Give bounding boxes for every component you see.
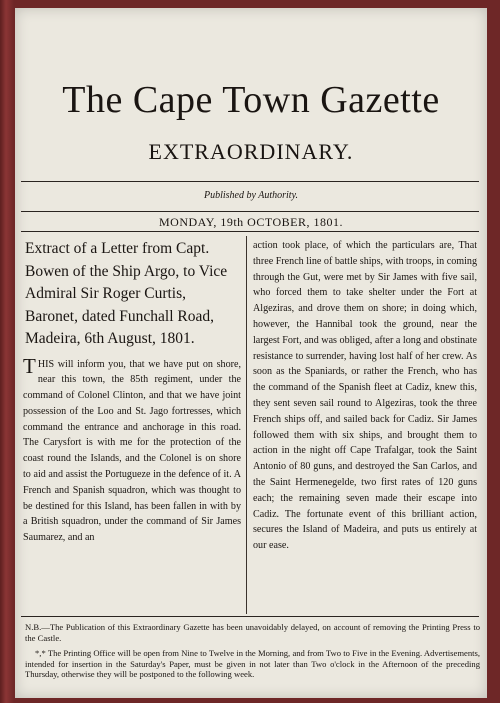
drop-cap: T bbox=[23, 353, 36, 378]
article-body-left-text: HIS will inform you, that we have put on shore, near this town, the 85th regiment, under the command of Colonel Clinton, and that we have joint possession of the Loo and St. Jago fortresses, which command the entrance and anchorage in this road. The Carysfort is with me for the protection of the coast round the Islands, and the Colonel is on shore to aid and assist the Portugueze in the defence of it. A French and Spanish squadron, which was thought to be destined for this Island, has been fallen in with by a British squadron, under the command of Sir James Saumarez, and an bbox=[23, 358, 241, 544]
article-body-left bbox=[23, 353, 241, 547]
column-divider bbox=[246, 236, 247, 614]
authority-line: Published by Authority. bbox=[204, 190, 298, 201]
article-column-left bbox=[23, 238, 241, 614]
gazette-title: The Cape Town Gazette bbox=[62, 79, 440, 121]
article-column-right bbox=[253, 238, 477, 618]
top-rule bbox=[21, 181, 479, 182]
footer-rule bbox=[21, 616, 479, 617]
gazette-page bbox=[15, 8, 487, 698]
dateline: MONDAY, 19th OCTOBER, 1801. bbox=[159, 215, 343, 229]
article-body-right: action took place, of which the particulars are, That three French line of battle ships, with troops, in coming through the Gut, were met by Sir James with five sail, who forced them to take shelter under the Fort at Algeziras, and drove them on shore; in doing which, however, the Hannibal took the ground, near the largest Fort, and was obliged, after a long and obstinate resistance to surrender, having lost half of her crew. As soon as the Spaniards, or rather the French, who has the command of the Spanish fleet at Cadiz, knew this, they sent seven sail round to Algeziras, took the three French ships off, and sailed back for Cadiz. Sir James followed them with six ships, and brought them to action in the night off Cape Trafalgar, took the Saint Antonio of 80 guns, and destroyed the San Carlos, and the Saint Hermenegelde, two first rates of 120 guns each; the remaining seven made their escape into Cadiz. The fortunate event of this brilliant action, secures the Island of Madeira, and puts us entirely at our ease. bbox=[253, 240, 477, 552]
dateline-rule-bottom bbox=[21, 231, 479, 232]
nb-note: N.B.—The Publication of this Extraordinary Gazette has been unavoidably delayed, on account of removing the Printing Press to the Castle. bbox=[25, 622, 480, 643]
dateline-rule-top bbox=[21, 211, 479, 212]
article-headline: Extract of a Letter from Capt. Bowen of the Ship Argo, to Vice Admiral Sir Roger Curtis, Baronet, dated Funchall Road, Madeira, 6th August, 1801. bbox=[25, 240, 228, 347]
printing-office-note: *,* The Printing Office will be open from Nine to Twelve in the Morning, and from Two to Five in the Evening. Advertisements, intended for insertion in the Saturday's Paper, must be given in not later than Two o'clock in the Afternoon of the preceding Thursday, otherwise they will be postponed to the following week. bbox=[25, 648, 480, 679]
footer-notes bbox=[25, 622, 480, 685]
gazette-subtitle: EXTRAORDINARY. bbox=[148, 139, 354, 164]
